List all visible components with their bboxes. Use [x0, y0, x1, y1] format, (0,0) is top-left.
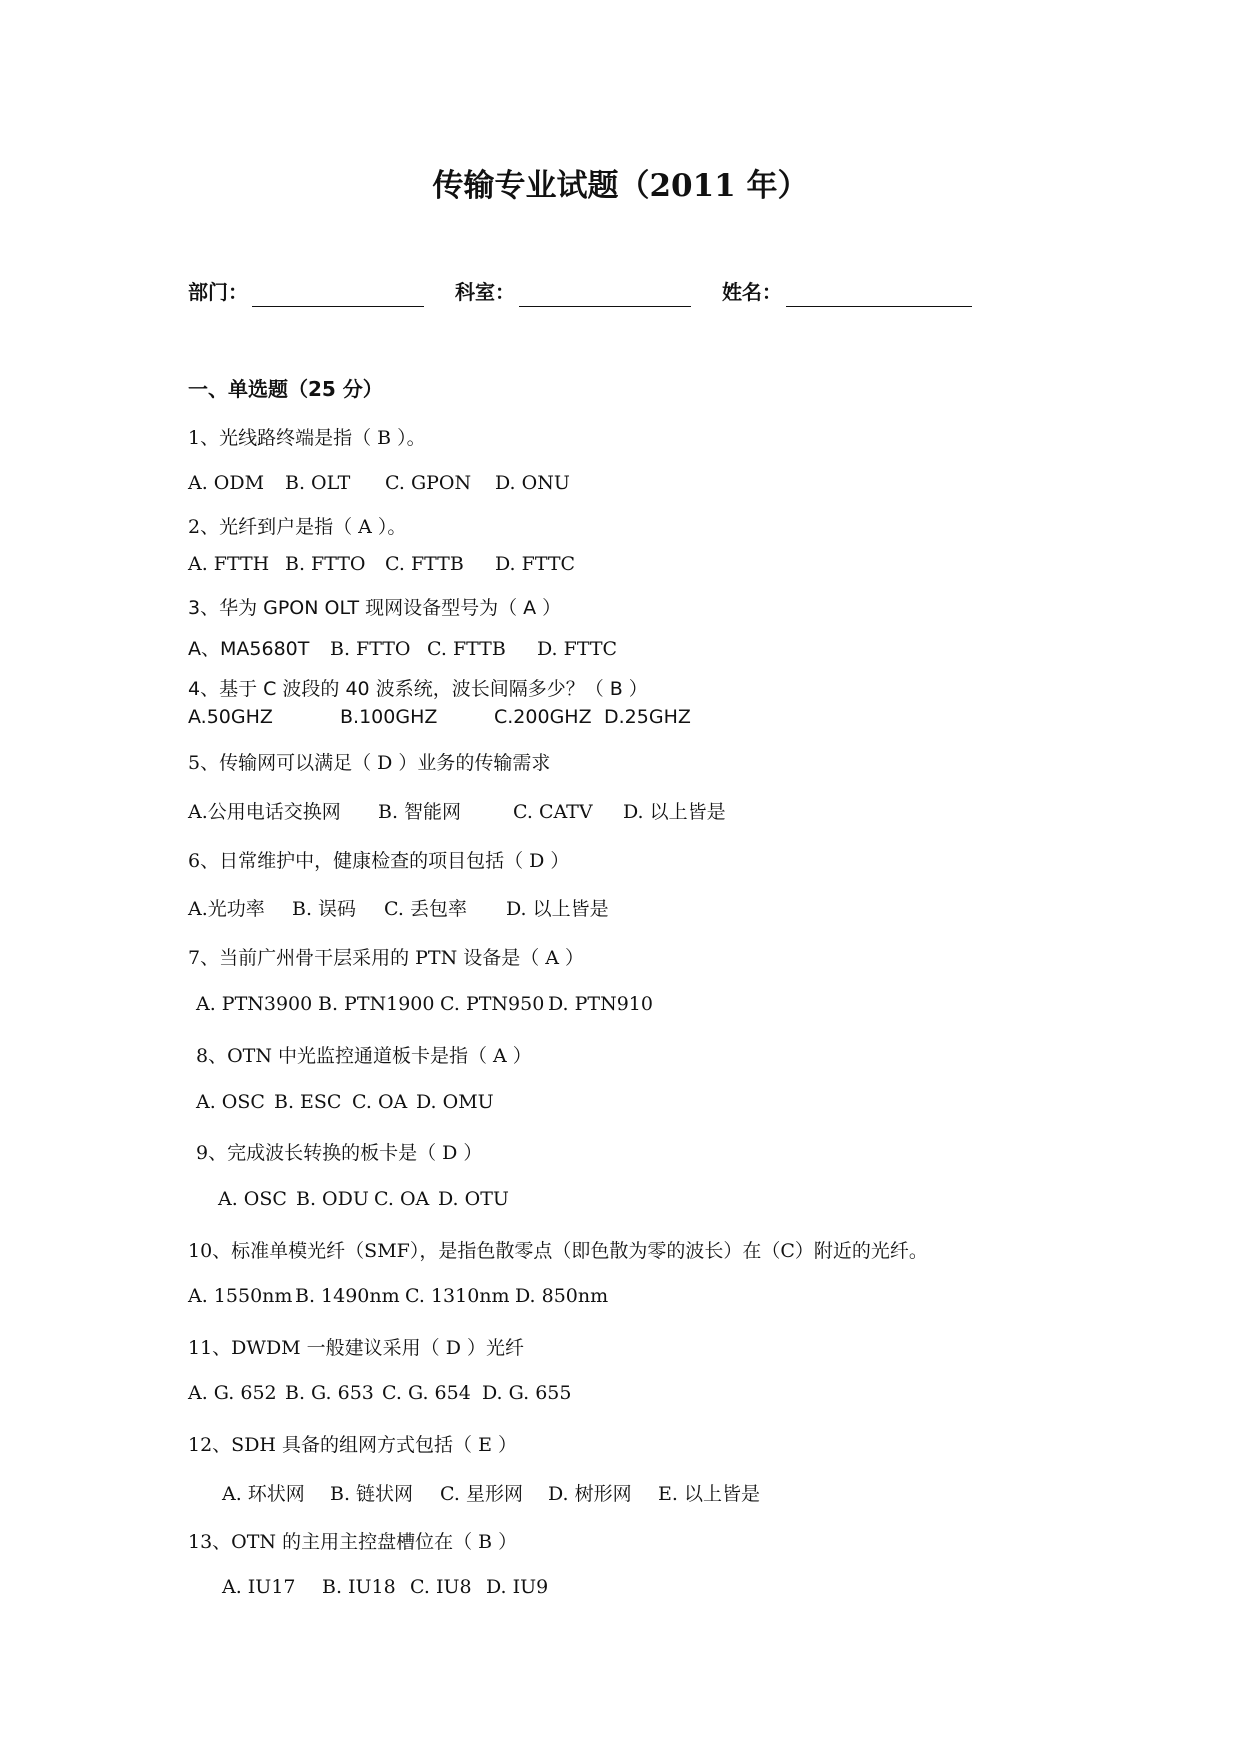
- form-header: [188, 276, 996, 307]
- question-8: 8、OTN 中光监控通道板卡是指（ A ）: [196, 1045, 532, 1067]
- question-4: 4、基于 C 波段的 40 波系统，波长间隔多少？（ B ）: [188, 678, 648, 700]
- option: B. 1490nm: [295, 1285, 400, 1307]
- answer-options-6: [188, 894, 609, 921]
- option: B. 智能网: [378, 801, 462, 823]
- question-6: 6、日常维护中，健康检查的项目包括（ D ）: [188, 850, 570, 872]
- answer-options-2: [188, 553, 575, 575]
- answer-options-7: [196, 993, 653, 1015]
- option: C. OA: [374, 1188, 430, 1210]
- option: A. ODM: [188, 472, 265, 494]
- option: C. 星形网: [440, 1483, 523, 1505]
- answer-options-5: [188, 797, 726, 824]
- option: D. IU9: [486, 1576, 549, 1598]
- name-label: 姓名：: [721, 280, 782, 304]
- answer-options-11: [188, 1382, 571, 1404]
- option: B. G. 653: [285, 1382, 374, 1404]
- option: C. IU8: [410, 1576, 472, 1598]
- page-title: 传输专业试题（2011 年）: [432, 168, 809, 204]
- option: D. 树形网: [548, 1483, 632, 1505]
- option: D. FTTC: [537, 638, 618, 660]
- answer-options-8: [196, 1091, 494, 1113]
- option: E. 以上皆是: [658, 1483, 760, 1505]
- section-heading: 一、单选题（25 分）: [188, 377, 383, 401]
- option: B. ODU: [296, 1188, 369, 1210]
- option: B. OLT: [285, 472, 351, 494]
- answer-options-12: [222, 1479, 760, 1506]
- option: B. FTTO: [330, 638, 411, 660]
- option: A.50GHZ: [188, 706, 273, 728]
- option: D. PTN910: [548, 993, 653, 1015]
- answer-options-1: [188, 472, 570, 494]
- option: A. 1550nm: [188, 1285, 293, 1307]
- question-7: 7、当前广州骨干层采用的 PTN 设备是（ A ）: [188, 947, 585, 969]
- question-12: 12、SDH 具备的组网方式包括（ E ）: [188, 1434, 517, 1456]
- option: C. FTTB: [385, 553, 464, 575]
- option: A. PTN3900: [196, 993, 313, 1015]
- question-2: 2、光纤到户是指（ A ）。: [188, 516, 407, 538]
- option: D. G. 655: [482, 1382, 572, 1404]
- dept-field[interactable]: [252, 282, 424, 307]
- option: D. FTTC: [495, 553, 576, 575]
- option: C. 丢包率: [384, 898, 467, 920]
- option: C. PTN950: [440, 993, 545, 1015]
- option: B.100GHZ: [340, 706, 438, 728]
- answer-options-10: [188, 1285, 608, 1307]
- question-11: 11、DWDM 一般建议采用（ D ）光纤: [188, 1337, 524, 1359]
- option: C.200GHZ: [494, 706, 592, 728]
- option: A.公用电话交换网: [188, 801, 341, 823]
- option: C. CATV: [513, 801, 593, 823]
- question-13: 13、OTN 的主用主控盘槽位在（ B ）: [188, 1531, 518, 1553]
- option: D. 850nm: [515, 1285, 609, 1307]
- option: D. OTU: [438, 1188, 509, 1210]
- answer-options-4: [188, 706, 691, 728]
- dept-label: 部门：: [188, 280, 248, 304]
- option: A. IU17: [222, 1576, 296, 1598]
- section-field[interactable]: [519, 282, 691, 307]
- option: A. OSC: [218, 1188, 287, 1210]
- option: B. 误码: [292, 898, 357, 920]
- question-3: 3、华为 GPON OLT 现网设备型号为（ A ）: [188, 597, 562, 619]
- option: D. ONU: [495, 472, 570, 494]
- question-1: 1、光线路终端是指（ B ）。: [188, 427, 426, 449]
- question-9: 9、完成波长转换的板卡是（ D ）: [196, 1142, 483, 1164]
- option: D. 以上皆是: [506, 898, 609, 920]
- option: B. PTN1900: [318, 993, 435, 1015]
- option: B. 链状网: [330, 1483, 414, 1505]
- option: B. FTTO: [285, 553, 366, 575]
- option: B. ESC: [274, 1091, 342, 1113]
- option: A. G. 652: [188, 1382, 277, 1404]
- option: C. 1310nm: [405, 1285, 510, 1307]
- option: B. IU18: [322, 1576, 396, 1598]
- option: A.光功率: [188, 898, 265, 920]
- option: A. OSC: [196, 1091, 265, 1113]
- option: C. G. 654: [382, 1382, 471, 1404]
- name-field[interactable]: [786, 282, 972, 307]
- option: D. 以上皆是: [623, 801, 726, 823]
- option: A. FTTH: [188, 553, 270, 575]
- answer-options-9: [218, 1188, 509, 1210]
- question-10: 10、标准单模光纤（SMF），是指色散零点（即色散为零的波长）在（C）附近的光纤。: [188, 1240, 928, 1262]
- question-5: 5、传输网可以满足（ D ）业务的传输需求: [188, 752, 551, 774]
- answer-options-13: [222, 1576, 548, 1598]
- section-label: 科室：: [454, 280, 515, 304]
- option: A. 环状网: [222, 1483, 305, 1505]
- option: D.25GHZ: [604, 706, 691, 728]
- answer-options-3: [188, 634, 617, 661]
- option: C. OA: [352, 1091, 408, 1113]
- option: C. GPON: [385, 472, 472, 494]
- option: C. FTTB: [427, 638, 506, 660]
- option: A、MA5680T: [188, 638, 310, 660]
- option: D. OMU: [416, 1091, 494, 1113]
